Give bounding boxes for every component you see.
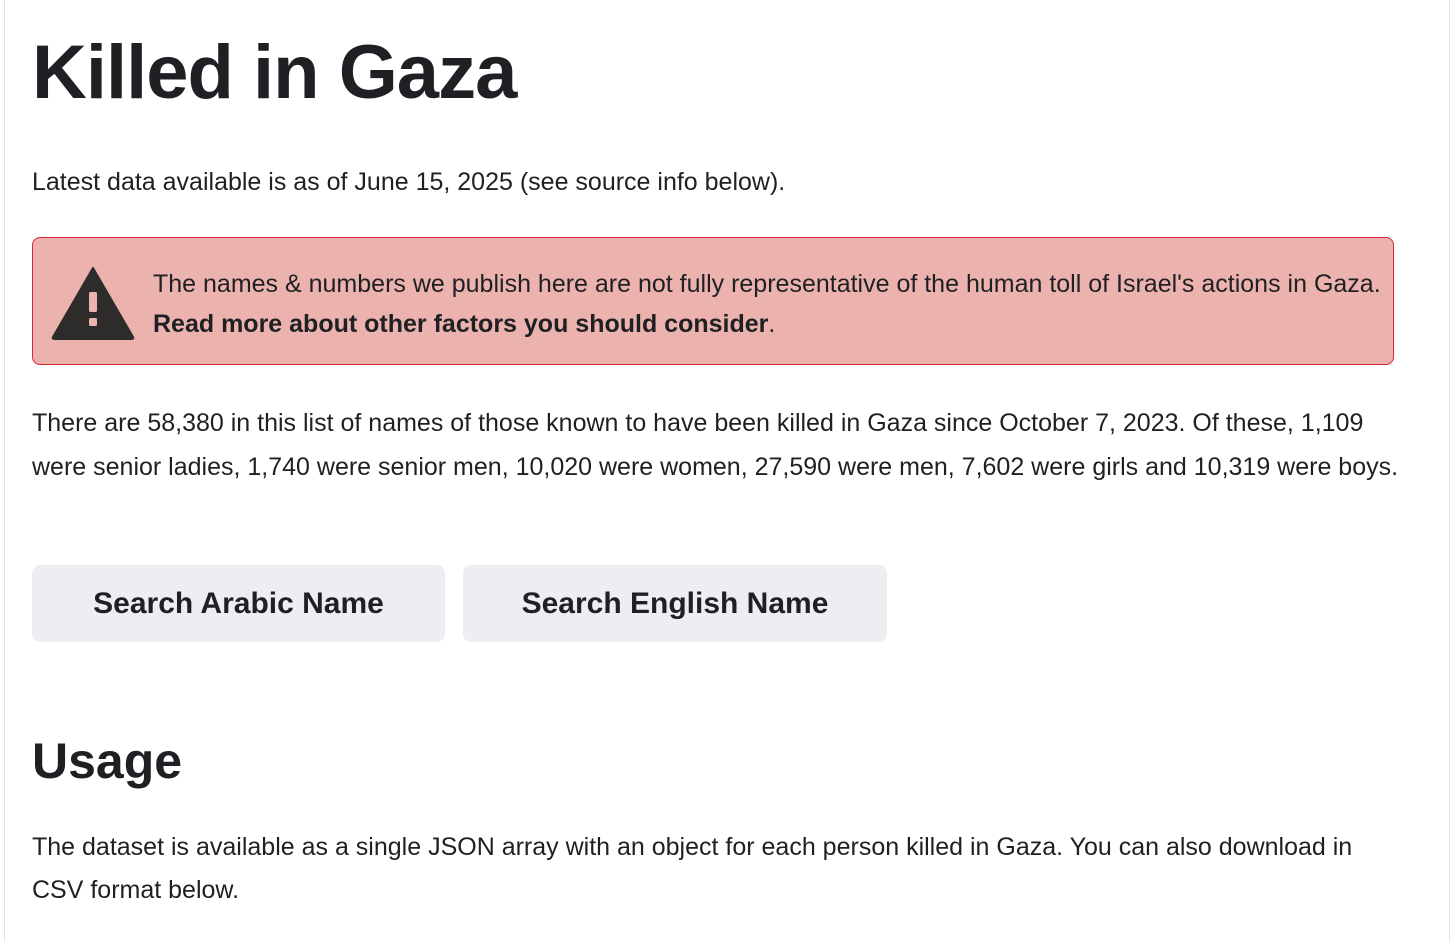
- search-arabic-name-button[interactable]: Search Arabic Name: [32, 565, 445, 642]
- read-more-link[interactable]: Read more about other factors you should consider: [153, 310, 769, 338]
- page-right-border: [1449, 0, 1450, 942]
- summary-text: There are 58,380 in this list of names of those known to have been killed in Gaza since October 7, 2023. Of these, 1,109 were senior ladies, 1,740 were senior men, 10,020 were women, 27,590 were men, 7,602 were girls and 10,319 were boys.: [32, 409, 1399, 481]
- page-left-border: [4, 0, 5, 942]
- latest-data-note: Latest data available is as of June 15, 2025 (see source info below).: [32, 168, 786, 196]
- usage-text: The dataset is available as a single JSON array with an object for each person killed in Gaza. You can also download in CSV format below.: [32, 833, 1353, 904]
- search-english-name-button[interactable]: Search English Name: [463, 565, 887, 642]
- alert-message: [153, 264, 1385, 344]
- warning-icon: [51, 266, 135, 340]
- alert-trailing: .: [768, 310, 776, 338]
- page-title: Killed in Gaza: [32, 30, 517, 115]
- usage-heading: Usage: [32, 733, 183, 789]
- warning-alert: [32, 237, 1394, 365]
- alert-text: The names & numbers we publish here are not fully representative of the human toll of Israel's actions in Gaza.: [153, 270, 1381, 298]
